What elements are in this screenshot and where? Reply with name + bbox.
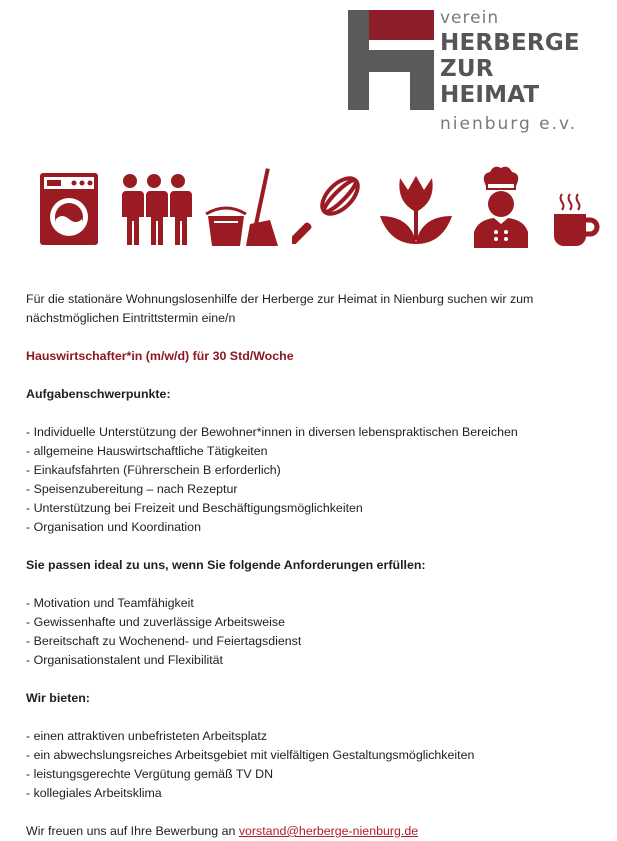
logo-line-zur-heimat: ZUR HEIMAT bbox=[440, 56, 540, 108]
list-item: - allgemeine Hauswirtschaftliche Tätigkeiten bbox=[26, 444, 268, 458]
list-item: - Motivation und Teamfähigkeit bbox=[26, 596, 194, 610]
logo-line-herberge: HERBERGE bbox=[440, 30, 580, 56]
closing-sentence: Wir freuen uns auf Ihre Bewerbung an bbox=[26, 824, 239, 838]
list-item: - Unterstützung bei Freizeit und Beschäftigungsmöglichkeiten bbox=[26, 501, 363, 515]
logo-text bbox=[440, 8, 600, 134]
list-item: - Individuelle Unterstützung der Bewohner*innen in diversen lebenspraktischen Bereichen bbox=[26, 425, 518, 439]
bucket-mop-icon bbox=[204, 168, 282, 248]
logo-line-nienburg: nienburg e.v. bbox=[440, 114, 578, 134]
tulip-icon bbox=[380, 172, 452, 244]
list-item: - Einkaufsfahrten (Führerschein B erforderlich) bbox=[26, 463, 281, 477]
logo-h-mark bbox=[348, 10, 434, 110]
list-item: - Organisation und Koordination bbox=[26, 520, 201, 534]
whisk-icon bbox=[292, 172, 364, 244]
section-heading-offer: Wir bieten: bbox=[26, 691, 90, 705]
washing-machine-icon bbox=[40, 173, 98, 245]
chef-icon bbox=[470, 166, 532, 248]
intro-text: Für die stationäre Wohnungslosenhilfe der Herberge zur Heimat in Nienburg suchen wir zum nächstmöglichen Eintrittstermin eine/n bbox=[26, 292, 534, 325]
list-item: - Organisationstalent und Flexibilität bbox=[26, 653, 223, 667]
icon-row bbox=[30, 166, 600, 252]
section-heading-tasks: Aufgabenschwerpunkte: bbox=[26, 387, 171, 401]
list-item: - einen attraktiven unbefristeten Arbeitsplatz bbox=[26, 729, 268, 743]
list-item: - ein abwechslungsreiches Arbeitsgebiet mit vielfältigen Gestaltungsmöglichkeiten bbox=[26, 748, 475, 762]
offer-list bbox=[26, 727, 596, 803]
job-title: Hauswirtschafter*in (m/w/d) für 30 Std/Woche bbox=[26, 349, 294, 363]
list-item: - Speisenzubereitung – nach Rezeptur bbox=[26, 482, 238, 496]
list-item: - leistungsgerechte Vergütung gemäß TV DN bbox=[26, 767, 274, 781]
list-item: - Gewissenhafte und zuverlässige Arbeitsweise bbox=[26, 615, 285, 629]
job-posting bbox=[26, 290, 596, 841]
people-icon bbox=[116, 173, 192, 245]
coffee-cup-icon bbox=[552, 192, 600, 248]
closing-text bbox=[26, 822, 596, 841]
organization-logo bbox=[348, 8, 598, 134]
requirements-list bbox=[26, 594, 596, 670]
email-link[interactable]: vorstand@herberge-nienburg.de bbox=[238, 824, 419, 838]
list-item: - Bereitschaft zu Wochenend- und Feiertagsdienst bbox=[26, 634, 302, 648]
logo-line-verein: verein bbox=[440, 8, 500, 28]
list-item: - kollegiales Arbeitsklima bbox=[26, 786, 162, 800]
task-list bbox=[26, 423, 596, 537]
section-heading-requirements: Sie passen ideal zu uns, wenn Sie folgende Anforderungen erfüllen: bbox=[26, 558, 426, 572]
